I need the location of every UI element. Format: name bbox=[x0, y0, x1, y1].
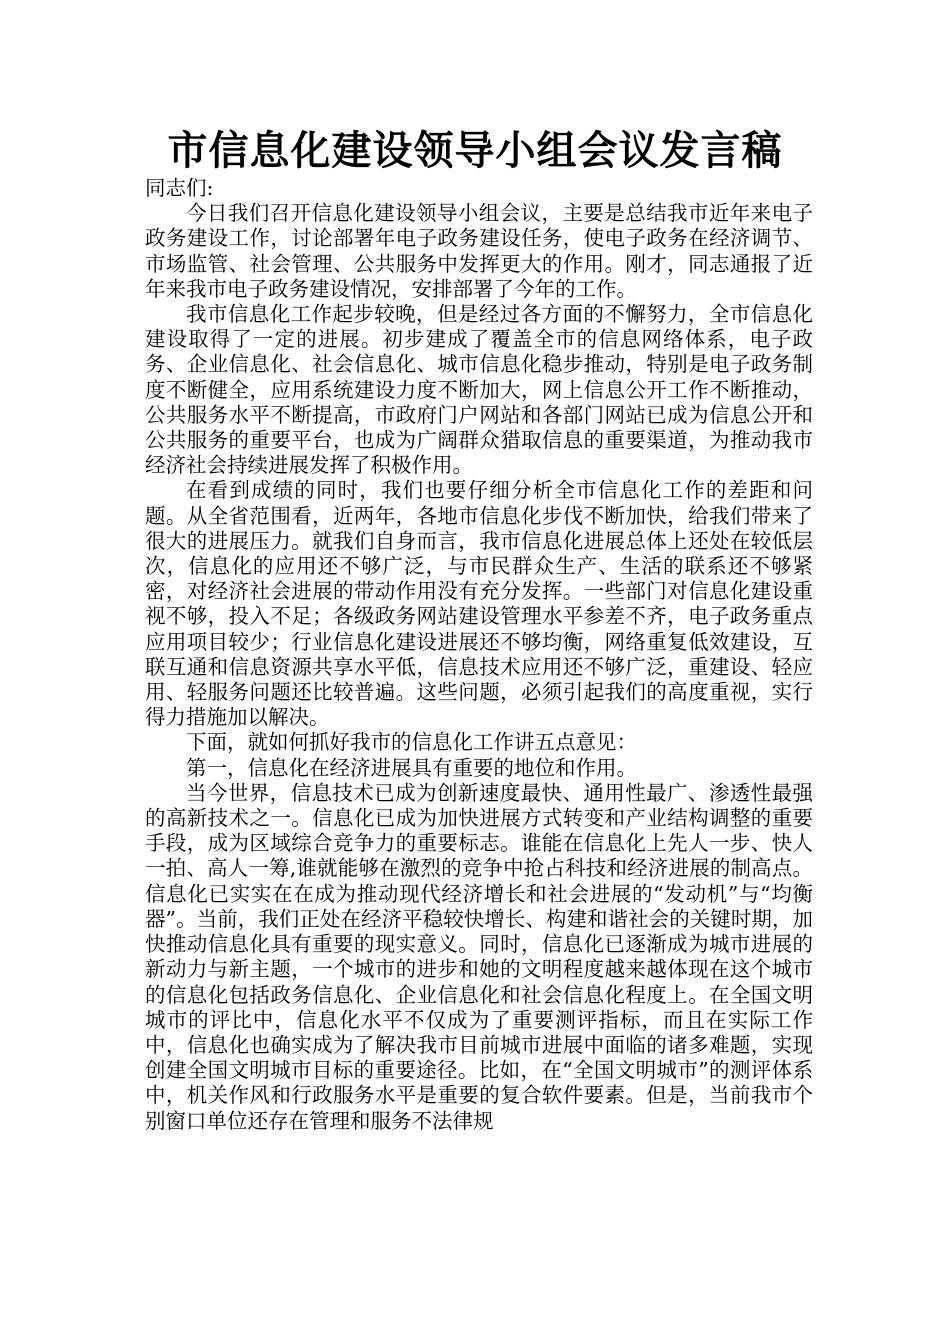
document-body bbox=[145, 176, 813, 1134]
paragraph-4: 下面，就如何抓好我市的信息化工作讲五点意见： bbox=[186, 730, 637, 755]
paragraph-3: 在看到成绩的同时，我们也要仔细分析全市信息化工作的差距和问题。从全省范围看，近两年，各地市信息化步伐不断加快，给我们带来了很大的进展压力。就我们自身而言，我市信息化进展总体上还处在较低层次，信息化的应用还不够广泛，与市民群众生产、生活的联系还不够紧密，对经济社会进展的带动作用没有充分发挥。一些部门对信息化建设重视不够，投入不足；各级政务网站建设管理水平参差不齐，电子政务重点应用项目较少；行业信息化建设进展还不够均衡，网络重复低效建设，互联互通和信息资源共享水平低，信息技术应用还不够广泛，重建设、轻应用、轻服务问题还比较普遍。这些问题，必须引起我们的高度重视，实行得力措施加以解决。 bbox=[145, 478, 813, 730]
paragraph-5: 第一，信息化在经济进展具有重要的地位和作用。 bbox=[186, 755, 637, 780]
paragraph-6: 当今世界，信息技术已成为创新速度最快、通用性最广、渗透性最强的高新技术之一。信息化已成为加快进展方式转变和产业结构调整的重要手段，成为区域综合竞争力的重要标志。谁能在信息化上先人一步、快人一拍、高人一筹,谁就能够在激烈的竞争中抢占科技和经济进展的制高点。信息化已实实在在成为推动现代经济增长和社会进展的“发动机”与“均衡器”。当前，我们正处在经济平稳较快增长、构建和谐社会的关键时期，加快推动信息化具有重要的现实意义。同时，信息化已逐渐成为城市进展的新动力与新主题，一个城市的进步和她的文明程度越来越体现在这个城市的信息化包括政务信息化、企业信息化和社会信息化程度上。在全国文明城市的评比中，信息化水平不仅成为了重要测评指标，而且在实际工作中，信息化也确实成为了解决我市目前城市进展中面临的诸多难题，实现创建全国文明城市目标的重要途径。比如，在“全国文明城市”的测评体系中，机关作风和行政服务水平是重要的复合软件要素。但是，当前我市个别窗口单位还存在管理和服务不法律规 bbox=[145, 780, 813, 1133]
document-title: 市信息化建设领导小组会议发言稿 bbox=[167, 127, 783, 174]
paragraph-1: 今日我们召开信息化建设领导小组会议，主要是总结我市近年来电子政务建设工作，讨论部署年电子政务建设任务，使电子政务在经济调节、市场监管、社会管理、公共服务中发挥更大的作用。刚才，同志通报了近年来我市电子政务建设情况，安排部署了今年的工作。 bbox=[145, 201, 813, 301]
salutation: 同志们: bbox=[145, 176, 214, 200]
paragraph-2: 我市信息化工作起步较晚，但是经过各方面的不懈努力，全市信息化建设取得了一定的进展。初步建成了覆盖全市的信息网络体系，电子政务、企业信息化、社会信息化、城市信息化稳步推动，特别是电子政务制度不断健全，应用系统建设力度不断加大，网上信息公开工作不断推动，公共服务水平不断提高，市政府门户网站和各部门网站已成为信息公开和公共服务的重要平台，也成为广阔群众猎取信息的重要渠道，为推动我市经济社会持续进展发挥了积极作用。 bbox=[145, 302, 813, 478]
